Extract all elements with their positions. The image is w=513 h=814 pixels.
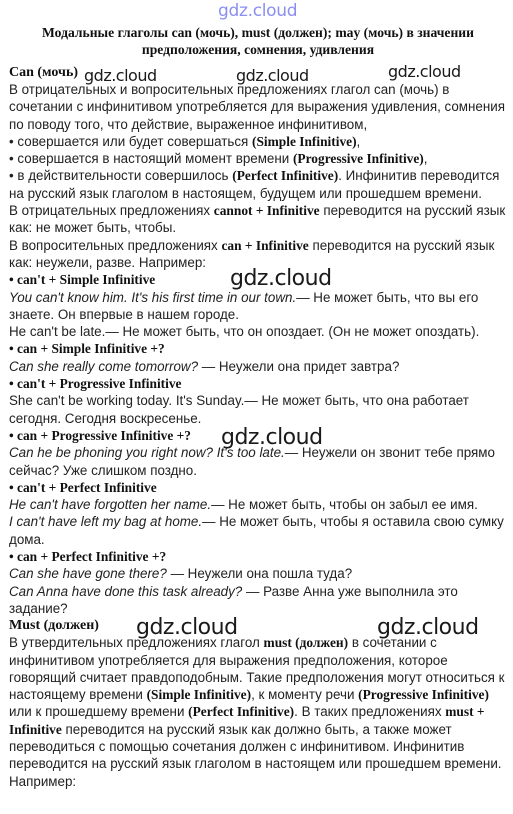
watermark: gdz.cloud: [221, 425, 323, 450]
example-line: Can she have gone there? — Неужели она пошла туда?: [9, 566, 353, 582]
must-heading: Must (должен): [9, 618, 99, 634]
example-heading: • can + Simple Infinitive +?: [9, 341, 165, 357]
watermark-top: gdz.cloud: [218, 1, 298, 21]
cannot-rule: В отрицательных предложениях cannot + Infinitive переводится на русский язык как: не может быть, чтобы.: [9, 203, 506, 236]
example-line: She can't be working today. It's Sunday.— Не может быть, что она работает сегодня. Сегодня воскресенье.: [9, 393, 469, 426]
watermark: gdz.cloud: [236, 66, 309, 85]
page-title: Модальные глаголы can (мочь), must (должен); may (мочь) в значении предположения, сомнения, удивления: [42, 25, 474, 57]
example-heading: • can't + Perfect Infinitive: [9, 479, 157, 495]
must-paragraph: В утвердительных предложениях глагол must (должен) в сочетании с инфинитивом употребляется для выражения предположения, которое говорящий считает правдоподобным. Такие предположения могут относиться к настоящему времени (Simple Infinitive), к моменту речи (Progressive Infinitive) или к прошедшему времени (Perfect Infinitive). В таких предложениях must + Infinitive переводится на русский язык как должно быть, а также может переводиться с помощью сочетания должен с инфинитивом. Инфинитив переводится на русский язык глаголом в настоящем или прошедшем времени. Например:: [9, 635, 505, 789]
can-bullet: • совершается в настоящий момент времени (Progressive Infinitive),: [9, 151, 428, 167]
example-line: He can't be late.— Не может быть, что он опоздает. (Он не может опоздать).: [9, 324, 480, 340]
example-line: I can't have left my bag at home.— Не может быть, чтобы я оставила свою сумку дома.: [9, 514, 504, 547]
example-line: Can Anna have done this task already? — Разве Анна уже выполнила это задание?: [9, 583, 458, 616]
example-line: He can't have forgotten her name.— Не может быть, чтобы он забыл ее имя.: [9, 497, 478, 513]
example-line: Can he be phoning you right now? It's too late.— Неужели он звонит тебе прямо сейчас? Уже слишком поздно.: [9, 445, 495, 478]
can-heading: Can (мочь): [9, 65, 79, 80]
can-intro: В отрицательных и вопросительных предложениях глагол can (мочь) в сочетании с инфинитивом употребляется для выражения удивления, сомнения по поводу того, что действие, выраженное инфинитивом,: [9, 82, 505, 132]
grammar-content: [9, 24, 507, 790]
example-line: You can't know him. It's his first time in our town.— Не может быть, что вы его знаете. Он впервые в нашем городе.: [9, 289, 479, 322]
can-bullet: • в действительности совершилось (Perfect Infinitive). Инфинитив переводится на русский язык глаголом в настоящем, будущем или прошедшем времени.: [9, 168, 500, 201]
example-heading: • can + Progressive Infinitive +?: [9, 427, 191, 443]
watermark: gdz.cloud: [136, 615, 238, 640]
watermark: gdz.cloud: [230, 266, 332, 291]
watermark: gdz.cloud: [84, 66, 157, 85]
watermark: gdz.cloud: [377, 615, 479, 640]
example-heading: • can't + Simple Infinitive: [9, 272, 156, 288]
example-line: Can she really come tomorrow? — Неужели она придет завтра?: [9, 358, 400, 374]
can-bullet: • совершается или будет совершаться (Simple Infinitive),: [9, 133, 361, 149]
watermark: gdz.cloud: [388, 62, 461, 81]
example-heading: • can + Perfect Infinitive +?: [9, 549, 167, 565]
can-question-rule: В вопросительных предложениях can + Infinitive переводится на русский язык как: неужели, разве. Например:: [9, 237, 495, 270]
example-heading: • can't + Progressive Infinitive: [9, 376, 182, 392]
